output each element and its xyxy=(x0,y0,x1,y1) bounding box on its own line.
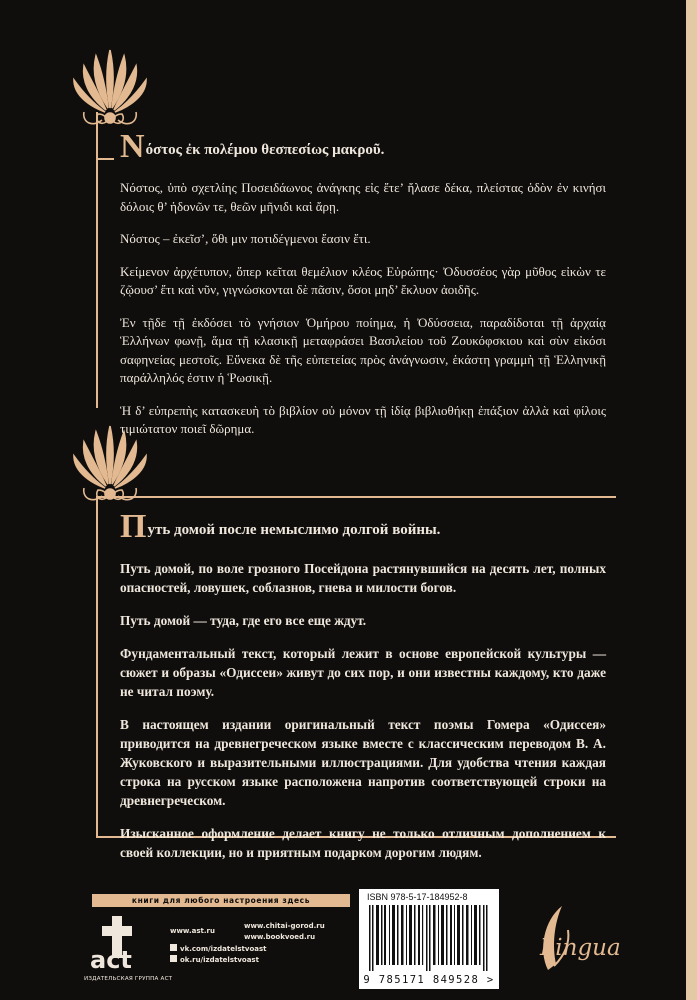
russian-text-block xyxy=(120,508,606,876)
frame-line-left-lower xyxy=(96,536,98,836)
isbn-barcode-box xyxy=(359,889,499,989)
greek-paragraph: Ἐν τῇδε τῇ ἐκδόσει τὸ γνήσιον Ὁμήρου ποίημα, ἡ Ὀδύσσεια, παραδίδοται τῇ ἀρχαίᾳ Ἑλλήνων φωνῇ, ἅμα τῇ κλασικῇ μεταφράσει Βασιλείου τοῦ Ζουκόφσκιου καὶ σὺν εἰκόσι σαφηνείας μεστοῖς. Εὔνεκα δὲ τῆς εὐπετείας πρὸς ἀνάγνωσιν, ἑκάστη γραμμὴ τῇ Ἑλληνικῇ παράλληλός ἐστιν ἡ Ῥωσικῇ. xyxy=(120,314,606,385)
lingua-imprint-text: Lingua xyxy=(540,935,621,961)
russian-drop-cap: П xyxy=(120,508,147,545)
spine-edge xyxy=(686,0,697,1000)
greek-text-block xyxy=(120,128,606,453)
greek-drop-cap: N xyxy=(120,128,145,165)
frame-line-left-upper xyxy=(96,158,98,408)
social-links xyxy=(170,944,267,966)
russian-paragraph: В настоящем издании оригинальный текст поэмы Гомера «Одиссея» приводится на древнегреческом языке вместе с классическим переводом В. А. Жуковского и выразительными иллюстрациями. Для удобства чтения каждая строка на русском языке расположена напротив соответствующей строки на древнегреческом. xyxy=(120,717,606,808)
russian-paragraph: Фундаментальный текст, который лежит в основе европейской культуры — сюжет и образы «Одиссеи» живут до сих пор, и они известны каждому, кто даже не читал поэму. xyxy=(120,646,606,699)
greek-lead-line xyxy=(120,128,606,165)
vk-icon xyxy=(170,944,177,951)
web-links-left xyxy=(170,926,215,937)
russian-paragraph: Путь домой — туда, где его все еще ждут. xyxy=(120,613,367,628)
link-bookvoed[interactable]: www.bookvoed.ru xyxy=(244,933,316,941)
frame-line-middle-vertical xyxy=(96,496,98,536)
greek-paragraph: Κείμενον ἀρχέτυπον, ὅπερ κεῖται θεμέλιον κλέος Εὐρώπης· Ὀδυσσέος γὰρ μῦθος εἰκὼν τε ζῷουσ’ ἔτι καὶ νῦν, γιγνώσκονται δὲ πᾶσιν, ὅσοι μηδ’ ἔκλυον ἀοιδῆς. xyxy=(120,263,606,297)
russian-lead-line xyxy=(120,508,606,545)
web-links-right xyxy=(244,921,325,943)
ok-icon xyxy=(170,955,177,962)
ast-logo-text: act xyxy=(90,946,132,974)
isbn-text: ISBN 978-5-17-184952-8 xyxy=(367,892,468,902)
greek-paragraph: Νόστος – ἐκεῖσ’, ὅθι μιν ποτιδέγμενοι ἔασιν ἔτι. xyxy=(120,231,371,246)
greek-lead-text: όστος ἐκ πολέμου θεσπεσίως μακροῦ. xyxy=(145,142,385,158)
russian-lead-text: уть домой после немыслимо долгой войны. xyxy=(147,522,441,538)
social-vk[interactable]: vk.com/izdatelstvoast xyxy=(170,944,267,955)
link-ast[interactable]: www.ast.ru xyxy=(170,927,215,935)
publisher-caption: ИЗДАТЕЛЬСКАЯ ГРУППА АСТ xyxy=(84,976,173,982)
tagline-banner: книги для любого настроения здесь xyxy=(92,894,350,907)
link-chitai-gorod[interactable]: www.chitai-gorod.ru xyxy=(244,922,325,930)
russian-paragraph: Путь домой, по воле грозного Посейдона растянувшийся на десять лет, полных опасностей, ловушек, соблазнов, гнева и милости богов. xyxy=(120,561,606,595)
russian-paragraph: Изысканное оформление делает книгу не только отличным дополнением к своей коллекции, но и приятным подарком дорогим людям. xyxy=(120,826,606,860)
frame-line-top-vertical xyxy=(96,112,98,158)
greek-paragraph: Ἡ δ’ εὐπρεπὴς κατασκευὴ τὸ βιβλίον οὐ μόνον τῇ ἰδίᾳ βιβλιοθήκῃ ἐπάξιον ἀλλὰ καὶ φίλοις τιμιώτατον ποιεῖ δῶρημα. xyxy=(120,402,606,436)
barcode-icon xyxy=(369,905,489,971)
ast-logo-icon xyxy=(88,912,148,974)
social-ok[interactable]: ok.ru/izdatelstvoast xyxy=(170,955,267,966)
barcode-digits: 9 785171 849528 > xyxy=(363,974,495,986)
frame-line-middle-horizontal xyxy=(96,496,616,498)
frame-line-top-horizontal xyxy=(96,158,114,160)
greek-paragraph: Νόστος, ὑπὸ σχετλίης Ποσειδάωνος ἀνάγκης εἰς ἔτε’ ἤλασε δέκα, πλείστας ὁδὸν ἐν κινήσι δόλοις θ’ ἡδονῶν τε, θεῶν μῆνιδι καὶ ἄρῃ. xyxy=(120,180,606,214)
